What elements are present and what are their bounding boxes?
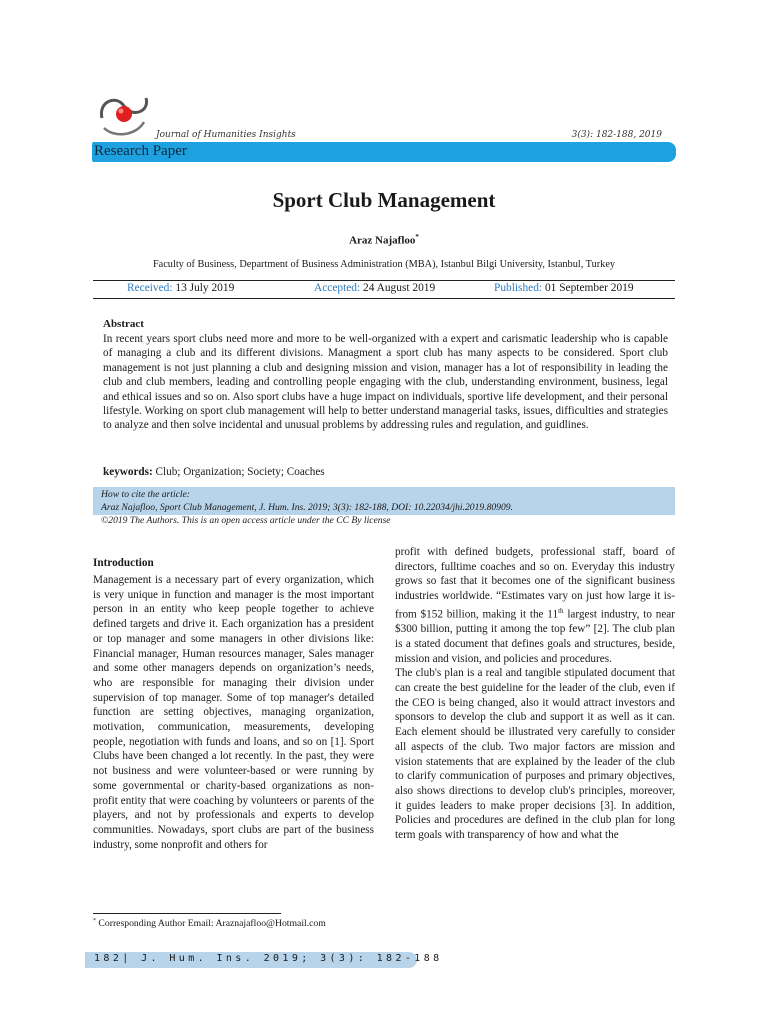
volume-info: 3(3): 182-188, 2019 [571,130,662,140]
footer-page-info: 182| J. Hum. Ins. 2019; 3(3): 182-188 [94,953,443,964]
journal-logo [94,88,154,142]
license-text: ©2019 The Authors. This is an open access article under the CC By license [101,515,391,526]
footnote-rule [93,913,281,914]
keywords-label: keywords: [103,466,153,478]
section-label: Research Paper [94,143,187,159]
received-date: Received: 13 July 2019 [127,282,235,294]
introduction-heading: Introduction [93,557,154,569]
abstract-heading: Abstract [103,318,144,330]
right-paragraph-2: The club's plan is a real and tangible stipulated document that can create the best guideline for the leader of the club, even if the CEO is being changed, also it would attract investors and sponsors to develop the club and support it as well as it can. Each element should be illustrated very carefully to consider all aspects of the club. Two major factors are mission and vision statements that are explained by the leader of the club to clarify communication of purposes and primary objectives, also shows directions to develop club's principles, moreover, it guides leaders to make proper decisions [3]. In addition, Policies and procedures are defined in the club plan for long term goals with transparency of how and what the [395,667,675,842]
left-column-text: Management is a necessary part of every organization, which is very unique in function and manager is the most important person in an entity who keep people together to achieve defined targets and drive it. Each organization has a president or top manager and some managers in other divisions like: Financial manager, Human resources manager, Sales manager and some other managers depends on organization’s needs, who are responsible for managing their division under supervision of top manager. Some of top manager's detailed function are setting objectives, managing organization, motivation, communication, measurements, developing people, negotiation with funds and loans, and so on [1]. Sport Clubs have been changed a lot recently. In the past, they were not business and were volunteer-based or were running by some governmental or charity-based organizations as non-profit entity that were coaching by volunteers or parents of the players, and not by professionals and experts to develop communities. Nowadays, sport clubs are part of the business industry, some nonprofit and others for [93,574,374,851]
citation-ref: Araz Najafloo, Sport Club Management, J. Hum. Ins. 2019; 3(3): 182-188, DOI: 10.22034/jhi.2019.80909. [101,502,513,513]
journal-name: Journal of Humanities Insights [156,130,296,140]
author-name: Araz Najafloo [349,234,416,247]
right-paragraph-1: profit with defined budgets, professional staff, board of directors, fulltime coaches and so on. Everyday this industry grows so fast that it becomes one of the significant business industries worldwide. “Estimates vary on just how large it is-from $152 billion, making it the 11th largest industry, to near $300 billion, putting it among the top few” [2]. The club plan is a stated document that defines goals and structures, beside, mission and vision, and policies and procedures. [395,546,675,665]
author-mark: * [415,233,419,241]
keywords [103,466,325,478]
affiliation: Faculty of Business, Department of Business Administration (MBA), Istanbul Bilgi University, Istanbul, Turkey [152,259,616,270]
abstract-text: In recent years sport clubs need more and more to be well-organized with a expert and carismatic leadership who is capable of managing a club and its different divisions. Managment a sport club has many aspects to be considered. Sport club management is not just planning a club and designing mission and vision, manager has a lot of responsibility in leading the club and club members, leading and controlling people engaging with the club, understanding environment, business, legal and ethical issues and so on. Also sport clubs have a huge impact on individuals, sportive life development, and their personal lifestyle. Working on sport club management will help to better understand managerial tasks, issues, difficulties and strategies to analyze and then solve incidental and unusual problems by addressing rules and regulation, and guidlines. [103,333,668,432]
article-dates [93,282,675,298]
article-title: Sport Club Management [272,188,496,212]
dates-rule-top [93,280,675,281]
published-date: Published: 01 September 2019 [494,282,634,294]
citation-heading: How to cite the article: [101,489,190,500]
dates-rule-bottom [93,298,675,299]
footnote: * Corresponding Author Email: Araznajafloo@Hotmail.com [93,918,326,930]
author-line [0,233,768,247]
accepted-date: Accepted: 24 August 2019 [314,282,436,294]
right-column-text [395,545,675,843]
keywords-list: Club; Organization; Society; Coaches [155,466,325,478]
